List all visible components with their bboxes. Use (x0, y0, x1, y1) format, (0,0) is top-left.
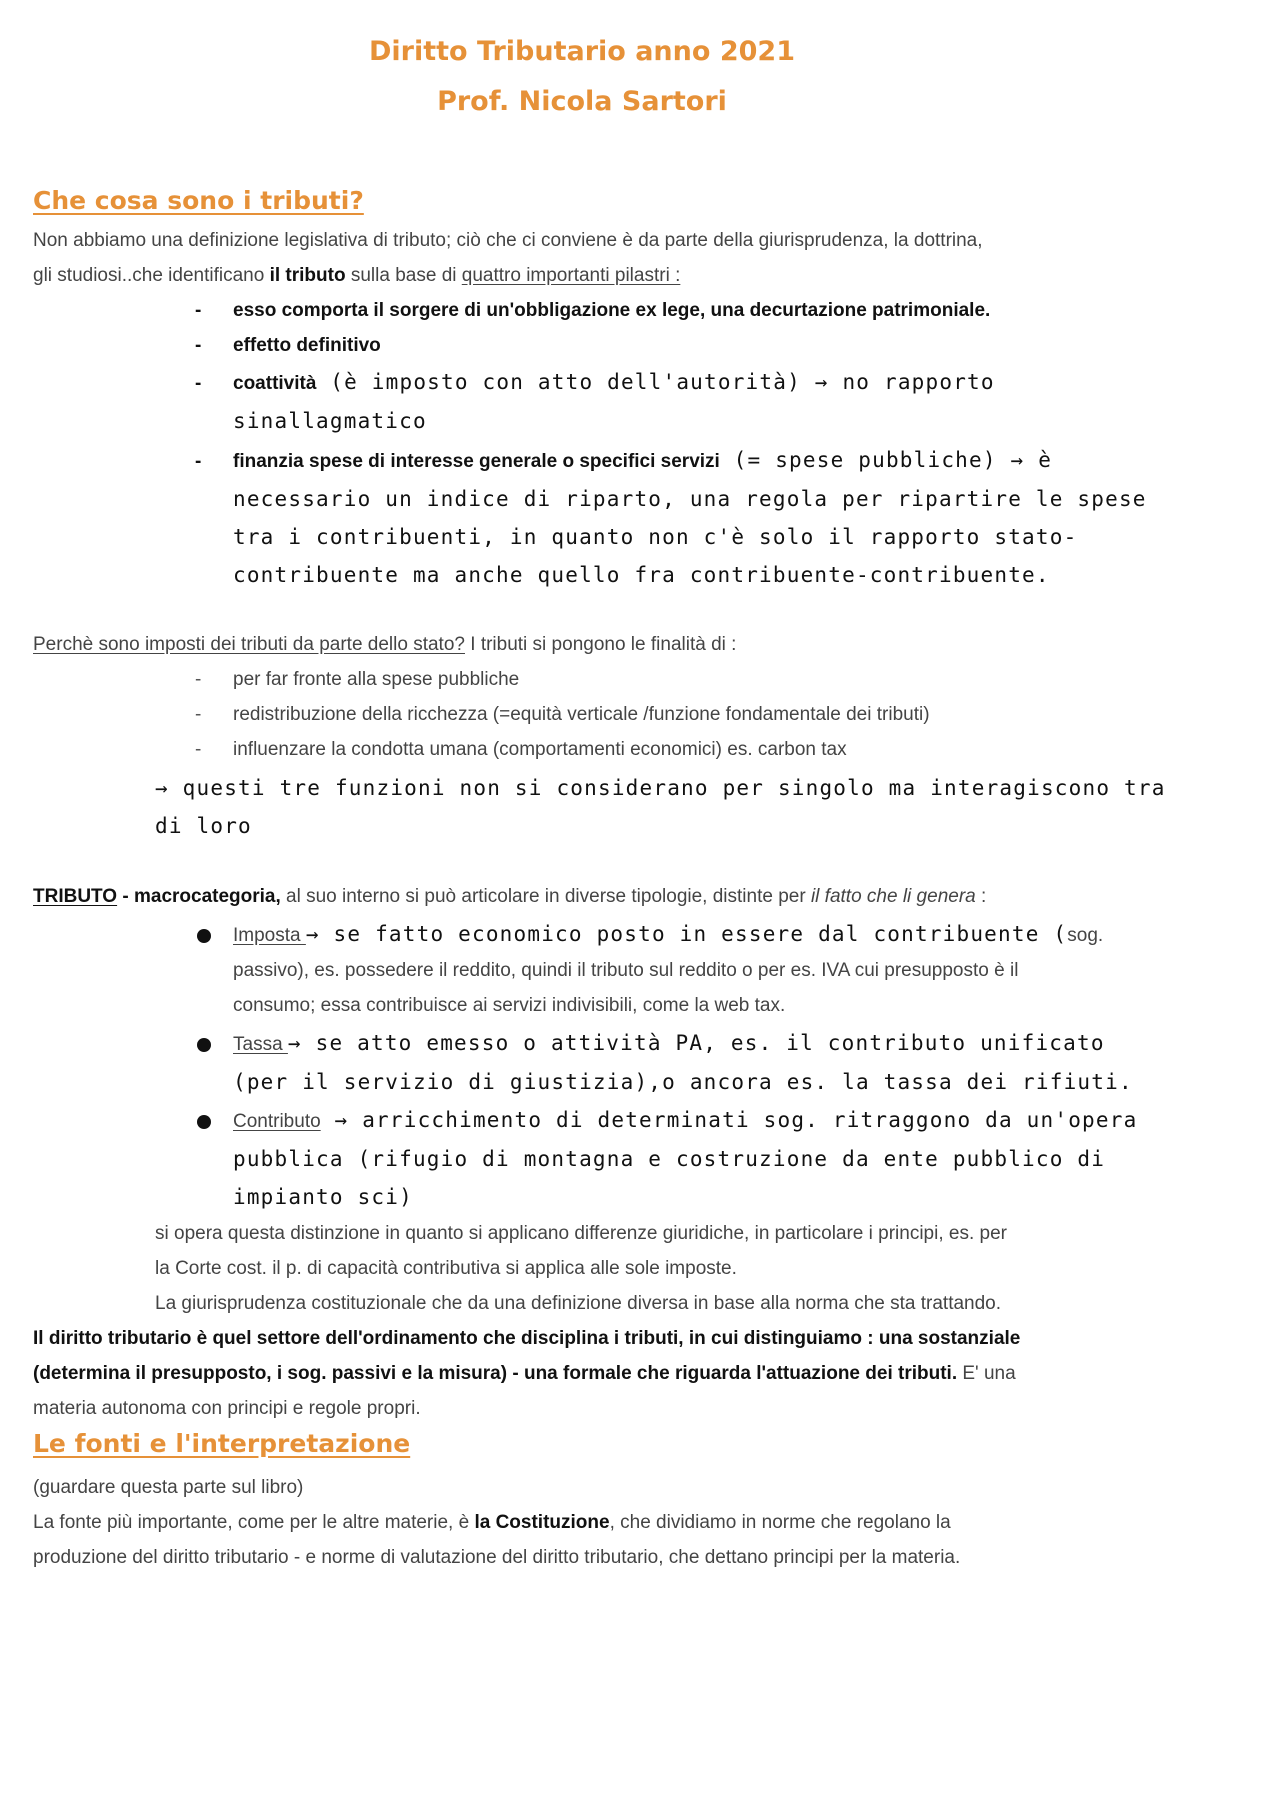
paragraph-line: La giurisprudenza costituzionale che da una definizione diversa in base alla norma che sta trattando. (155, 1293, 1002, 1314)
definition-line: Il diritto tributario è quel settore dell'ordinamento che disciplina i tributi, in cui distinguiamo : una sostanziale (33, 1328, 1021, 1349)
bold-term: TRIBUTO (33, 886, 118, 907)
dash-bullet: - (195, 739, 202, 760)
pillar-item: esso comporta il sorgere di un'obbligazione ex lege, una decurtazione patrimoniale. (233, 300, 991, 321)
bullet-dot (197, 929, 211, 943)
purpose-item: redistribuzione della ricchezza (=equità verticale /funzione fondamentale dei tributi) (233, 704, 930, 725)
purpose-item: per far fronte alla spese pubbliche (233, 669, 520, 690)
paragraph-line: Non abbiamo una definizione legislativa di tributo; ciò che ci conviene è da parte della giurisprudenza, la dottrina, (33, 230, 983, 251)
type-item-imposta: Imposta → se fatto economico posto in essere dal contribuente (sog. (233, 922, 1104, 946)
type-item-continuation: pubblica (rifugio di montagna e costruzione da ente pubblico di (233, 1147, 1106, 1171)
type-item-tassa: Tassa → se atto emesso o attività PA, es. il contributo unificato (233, 1031, 1105, 1055)
definition-line: (determina il presupposto, i sog. passivi e la misura) - una formale che riguarda l'attuazione dei tributi. E' una (33, 1363, 1016, 1384)
bold-term: il tributo (269, 265, 346, 286)
purpose-item: influenzare la condotta umana (comportamenti economici) es. carbon tax (233, 739, 847, 760)
type-item-continuation: (per il servizio di giustizia),o ancora es. la tassa dei rifiuti. (233, 1070, 1133, 1094)
type-item-continuation: passivo), es. possedere il reddito, quindi il tributo sul reddito o per es. IVA cui presupposto è il (233, 960, 1019, 981)
dash-bullet: - (195, 300, 202, 321)
dash-bullet: - (195, 373, 202, 394)
dash-bullet: - (195, 335, 202, 356)
bullet-dot (197, 1115, 211, 1129)
note-line: di loro (155, 814, 252, 838)
paragraph-line: TRIBUTO - macrocategoria, al suo interno si può articolare in diverse tipologie, distinte per il fatto che li genera : (33, 886, 987, 907)
section-heading-fonti: Le fonti e l'interpretazione (33, 1429, 411, 1458)
dash-bullet: - (195, 704, 202, 725)
type-item-continuation: consumo; essa contribuisce ai servizi indivisibili, come la web tax. (233, 995, 786, 1016)
paragraph-line: (guardare questa parte sul libro) (33, 1477, 304, 1498)
paragraph-line: materia autonoma con principi e regole propri. (33, 1398, 421, 1419)
paragraph-line: produzione del diritto tributario - e norme di valutazione del diritto tributario, che dettano principi per la materia. (33, 1547, 961, 1568)
pillar-item: coattività (è imposto con atto dell'autorità) → no rapporto (233, 370, 995, 394)
type-item-continuation: impianto sci) (233, 1185, 413, 1209)
pillar-item: effetto definitivo (233, 335, 381, 356)
underlined-phrase: quattro importanti pilastri : (461, 265, 681, 286)
document-author: Prof. Nicola Sartori (437, 86, 727, 117)
paragraph-line: La fonte più importante, come per le altre materie, è la Costituzione, che dividiamo in norme che regolano la (33, 1512, 951, 1533)
type-item-contributo: Contributo → arricchimento di determinati sog. ritraggono da un'opera (233, 1108, 1138, 1132)
document-title: Diritto Tributario anno 2021 (369, 36, 795, 67)
note-line: → questi tre funzioni non si considerano per singolo ma interagiscono tra (155, 776, 1166, 800)
paragraph-line: la Corte cost. il p. di capacità contributiva si applica alle sole imposte. (155, 1258, 737, 1279)
paragraph-line: gli studiosi..che identificano il tributo sulla base di quattro importanti pilastri : (33, 265, 681, 286)
pillar-item-continuation: sinallagmatico (233, 409, 427, 433)
underlined-question: Perchè sono imposti dei tributi da parte dello stato? (33, 634, 465, 655)
bullet-dot (197, 1038, 211, 1052)
pillar-item-continuation: necessario un indice di riparto, una regola per ripartire le spese (233, 487, 1147, 511)
pillar-item: finanzia spese di interesse generale o specifici servizi (= spese pubbliche) → è (233, 448, 1053, 472)
paragraph-line: Perchè sono imposti dei tributi da parte dello stato? I tributi si pongono le finalità di : (33, 634, 737, 655)
paragraph-line: si opera questa distinzione in quanto si applicano differenze giuridiche, in particolare i principi, es. per (155, 1223, 1007, 1244)
dash-bullet: - (195, 451, 202, 472)
section-heading-tributi: Che cosa sono i tributi? (33, 186, 364, 215)
bold-term: la Costituzione (474, 1512, 610, 1533)
dash-bullet: - (195, 669, 202, 690)
pillar-item-continuation: tra i contribuenti, in quanto non c'è solo il rapporto stato- (233, 525, 1078, 549)
pillar-item-continuation: contribuente ma anche quello fra contribuente-contribuente. (233, 563, 1050, 587)
